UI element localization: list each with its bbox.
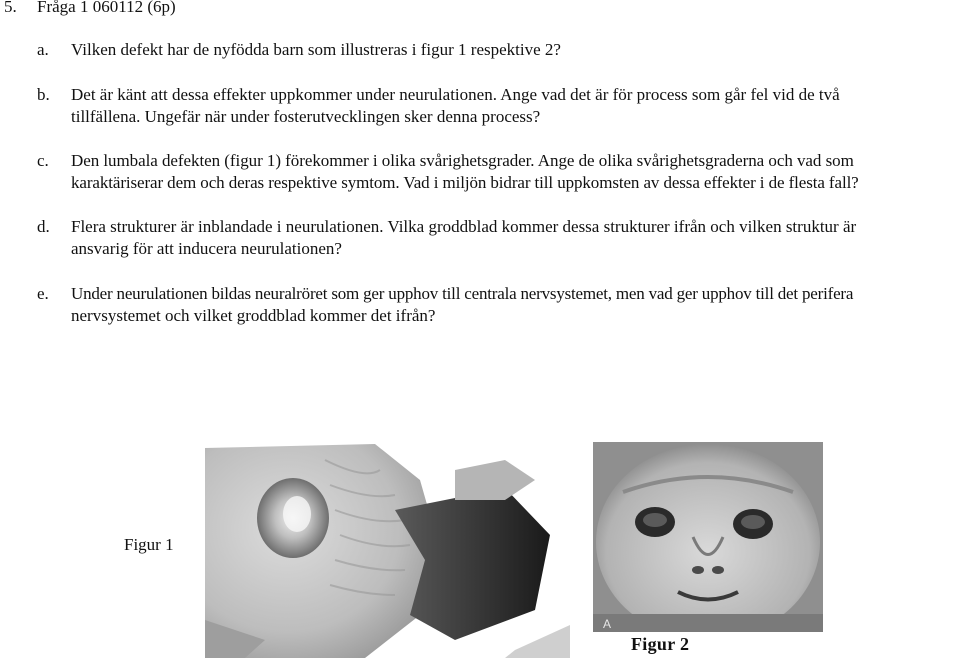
figure-1-caption: Figur 1 bbox=[124, 535, 174, 554]
item-marker-a: a. bbox=[37, 40, 49, 59]
item-marker-b: b. bbox=[37, 85, 50, 104]
figure-1-image bbox=[205, 440, 570, 658]
item-b-line-1: Det är känt att dessa effekter uppkommer under neurulationen. Ange vad det är för process som går fel vid de två bbox=[71, 85, 840, 104]
figure-2-photo-drawing bbox=[593, 442, 823, 632]
question-title: Fråga 1 060112 (6p) bbox=[37, 0, 176, 16]
item-e-line-2: nervsystemet och vilket groddblad kommer det ifrån? bbox=[71, 306, 436, 325]
svg-text:A: A bbox=[603, 617, 612, 631]
item-e-line-1: Under neurulationen bildas neuralröret som ger upphov till centrala nervsystemet, men vad ger upphov till det perifera bbox=[71, 284, 854, 303]
item-marker-d: d. bbox=[37, 217, 50, 236]
question-number: 5. bbox=[4, 0, 17, 16]
item-d-line-2: ansvarig för att inducera neurulationen? bbox=[71, 239, 342, 258]
item-marker-c: c. bbox=[37, 151, 49, 170]
item-d-line-1: Flera strukturer är inblandade i neurulationen. Vilka groddblad kommer dessa strukturer ifrån och vilken struktur är bbox=[71, 217, 857, 236]
figure-2-image bbox=[593, 442, 823, 632]
item-c-line-1: Den lumbala defekten (figur 1) förekommer i olika svårighetsgrader. Ange de olika svårighetsgraderna och vad som bbox=[71, 151, 854, 170]
item-c-line-2: karaktäriserar dem och deras respektive symtom. Vad i miljön bidrar till uppkomsten av dessa effekter i de flesta fall? bbox=[71, 173, 859, 192]
figure-2-caption: Figur 2 bbox=[631, 634, 690, 654]
figure-1-photo-drawing bbox=[205, 440, 570, 658]
item-marker-e: e. bbox=[37, 284, 49, 303]
item-b-line-2: tillfällena. Ungefär när under fosterutvecklingen sker denna process? bbox=[71, 107, 541, 126]
item-a-line-1: Vilken defekt har de nyfödda barn som illustreras i figur 1 respektive 2? bbox=[71, 40, 561, 59]
